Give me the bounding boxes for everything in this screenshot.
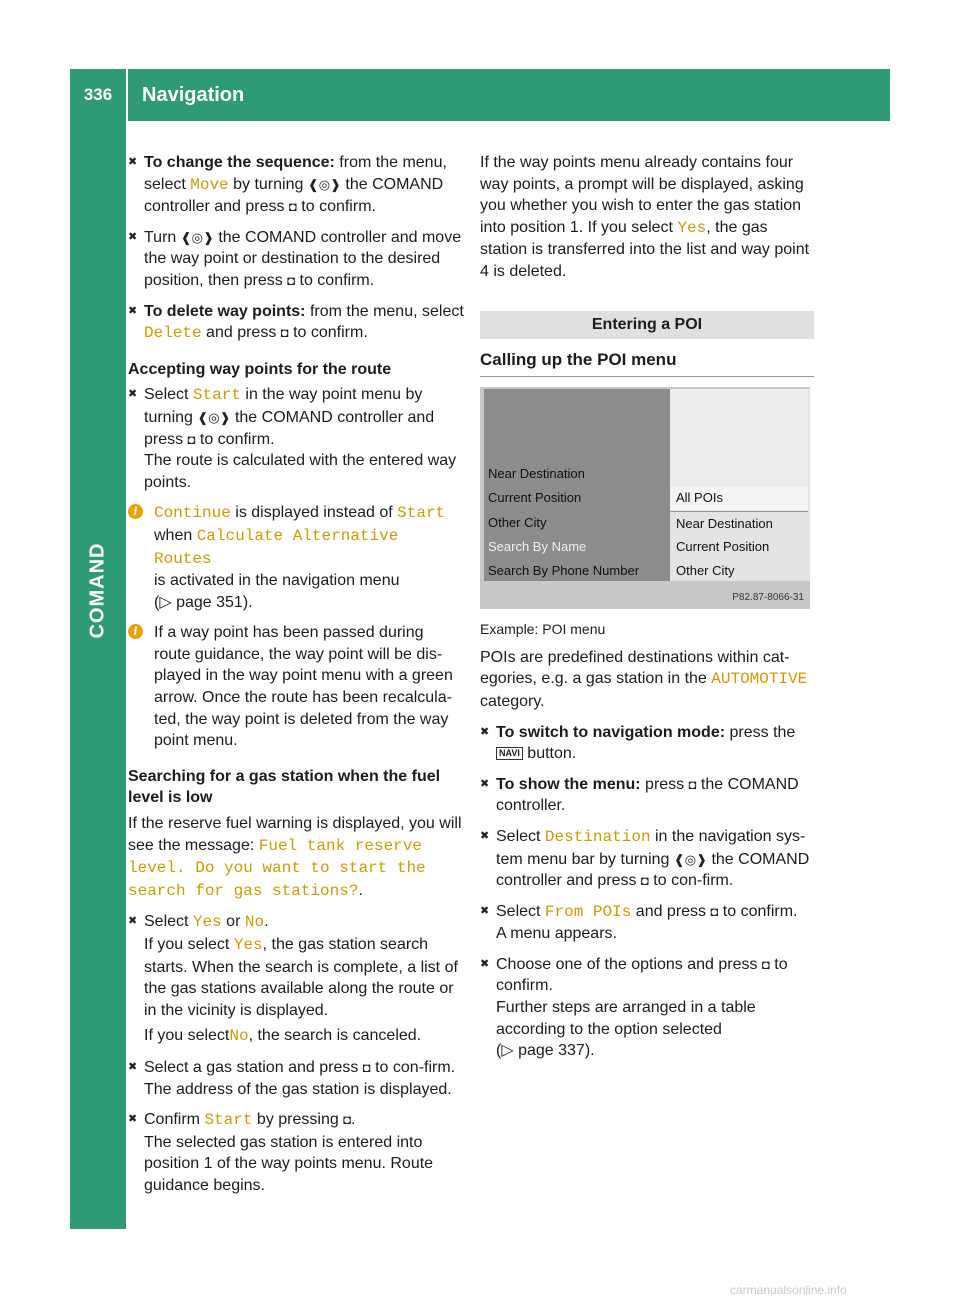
ui-label-yes: Yes [233, 936, 263, 954]
step-show-menu [480, 774, 814, 817]
ui-label-start: Start [397, 504, 446, 523]
step-select-destination [480, 826, 814, 892]
screen-item-near-destination: Near Destination [488, 466, 585, 482]
step-text: Confirm [144, 1111, 205, 1129]
ui-label-no: No [244, 913, 265, 932]
poi-menu-screenshot [480, 387, 810, 609]
screen-item-other-city-right: Other City [676, 563, 735, 579]
subheading: Calling up the POI menu [480, 349, 814, 378]
info-note-passed-way-point [128, 622, 464, 752]
controller-press-icon: ◘ [187, 431, 196, 447]
step-text: the COMAND controller and move the way point or destination to the desired position, then press [144, 228, 462, 289]
note-text: is displayed instead of [230, 504, 398, 522]
chapter-title: Navigation [142, 84, 245, 106]
step-result: The address of the gas station is displayed. [144, 1080, 452, 1098]
step-text: Select [144, 386, 193, 404]
step-text: Select [496, 902, 545, 920]
ui-label-start: Start [204, 1111, 253, 1130]
ui-label-delete: Delete [144, 324, 202, 343]
screen-item-near-destination-right: Near Destination [670, 511, 808, 535]
note-text: If a way point has been passed during route guidance, the way point will be dis-played in the way point menu with a green arrow. Once the route has been recalcula-ted, the way point is deleted from the way point menu. [154, 624, 453, 750]
step-text: to confirm. [296, 198, 376, 216]
info-icon: i [128, 624, 143, 639]
step-title: To change the sequence: [144, 154, 335, 171]
controller-press-icon: ◘ [362, 1059, 371, 1075]
paragraph-text: category. [480, 692, 545, 710]
controller-press-icon: ◘ [640, 873, 649, 889]
step-text: press [640, 775, 689, 793]
controller-press-icon: ◘ [761, 956, 770, 972]
screen-item-search-by-phone: Search By Phone Number [488, 563, 640, 579]
step-text: , the gas station search starts. When the search is complete, a list of the gas stations available along the route or in the vicinity is displayed. [144, 936, 458, 1019]
page-reference: (▷ page 351). [154, 593, 253, 611]
step-text: the COMAND controller and press [144, 175, 444, 216]
step-text: Turn [144, 228, 181, 246]
ui-label-yes: Yes [192, 913, 222, 932]
paragraph-four-way-points [480, 152, 814, 283]
page-number: 336 [83, 85, 113, 104]
section-heading: Entering a POI [480, 311, 814, 339]
step-title: To switch to navigation mode: [496, 723, 726, 741]
step-result: Further steps are arranged in a table according to the option selected [496, 999, 756, 1038]
navi-button-icon: NAVI [496, 747, 523, 760]
step-confirm-start [128, 1109, 464, 1196]
watermark: carmanualsonline.info [730, 1283, 847, 1297]
step-text: by pressing [252, 1111, 344, 1129]
controller-press-icon: ◘ [287, 272, 296, 288]
step-switch-navigation [480, 722, 814, 765]
step-text: to confirm. [288, 324, 368, 342]
step-text: the COMAND controller and press [144, 408, 435, 448]
ui-message-fuel-reserve: Fuel tank reserve level. Do you want to start the search for gas stations? [128, 836, 426, 900]
heading-accepting-way-points: Accepting way points for the route [128, 360, 392, 378]
screen-item-other-city: Other City [488, 515, 547, 531]
paragraph-text: If the way points menu already contains four way points, a prompt will be displayed, asking you whether you wish to enter the gas station into position 1. If you select [480, 154, 804, 236]
step-select-from-pois [480, 901, 814, 945]
step-text: in the navigation sys-tem menu bar by turning [496, 827, 806, 868]
screen-right-blank [670, 389, 808, 485]
step-text: button. [522, 745, 577, 763]
paragraph-fuel-warning [128, 813, 464, 902]
step-result: The selected gas station is entered into position 1 of the way points menu. Route guidance begins. [144, 1133, 434, 1194]
step-text: to con-firm. [370, 1058, 456, 1076]
step-text: Select [496, 827, 545, 845]
step-text: and press [201, 324, 281, 342]
step-title: To show the menu: [496, 775, 641, 793]
step-text: or [221, 913, 245, 931]
step-text: to confirm. [496, 955, 788, 995]
controller-press-icon: ◘ [343, 1112, 352, 1128]
step-text: the COMAND controller and press [496, 850, 810, 890]
step-select-yes-no [128, 911, 464, 1048]
header-divider [126, 69, 128, 121]
paragraph-text: If the reserve fuel warning is displayed, you will see the message: [128, 815, 462, 854]
column-left [128, 152, 464, 1206]
paragraph-text: . [358, 881, 363, 899]
ui-label-start: Start [192, 386, 241, 405]
ui-label-yes: Yes [677, 218, 707, 237]
step-turn-controller [128, 227, 464, 292]
step-text: . [264, 913, 269, 931]
step-text: Select a gas station and press [144, 1058, 363, 1076]
paragraph-pois [480, 647, 814, 713]
step-text: If you select [144, 936, 234, 953]
ui-label-calculate-alternative-routes: Calculate Alternative Routes [154, 526, 399, 568]
step-text: Choose one of the options and press [496, 955, 762, 973]
step-select-gas-station [128, 1057, 464, 1100]
step-text: by turning [228, 175, 308, 193]
step-text: in the way point menu by turning [144, 386, 423, 426]
screen-item-search-by-name: Search By Name [488, 539, 587, 555]
page-reference: (▷ page 337). [496, 1042, 595, 1060]
ui-label-destination: Destination [544, 827, 651, 846]
screen-item-current-position: Current Position [488, 490, 582, 506]
step-change-sequence [128, 152, 464, 218]
note-text: is activated in the navigation menu [154, 572, 400, 590]
screen-item-all-pois: All POIs [670, 486, 808, 510]
step-text: from the menu, select [144, 154, 447, 193]
screen-item-current-position-right: Current Position [676, 539, 770, 555]
step-text: If you select [144, 1027, 230, 1045]
step-choose-option [480, 954, 814, 1062]
ui-label-no: No [229, 1027, 249, 1046]
step-text: to confirm. [718, 902, 798, 920]
step-title: To delete way points: [144, 302, 306, 320]
image-caption: Example: POI menu [480, 621, 606, 638]
controller-turn-icon: ❰◎❱ [673, 851, 708, 867]
sidebar-tab [83, 520, 113, 660]
paragraph-text: , the gas station is transferred into the list and way point 4 is deleted. [480, 218, 810, 280]
step-text: from the menu, select [305, 302, 464, 320]
step-text: to confirm. [195, 430, 275, 448]
step-text: , the search is canceled. [248, 1027, 422, 1045]
controller-turn-icon: ❰◎❱ [180, 229, 214, 245]
step-text: to con-firm. [648, 872, 734, 890]
sidebar-tab-label: COMAND [86, 542, 109, 638]
controller-turn-icon: ❰◎❱ [307, 176, 341, 192]
controller-press-icon: ◘ [710, 903, 719, 919]
step-text: . [351, 1111, 356, 1129]
ui-label-continue: Continue [154, 504, 231, 523]
step-result: A menu appears. [496, 925, 617, 943]
step-text: to confirm. [295, 271, 375, 289]
step-text: press the [725, 723, 796, 741]
controller-press-icon: ◘ [688, 776, 697, 792]
step-text: Select [144, 913, 193, 931]
step-text: and press [631, 902, 711, 920]
ui-label-move: Move [190, 175, 229, 194]
info-icon: i [128, 504, 143, 519]
sidebar-marker [70, 760, 126, 816]
step-result: The route is calculated with the entered way points. [144, 452, 457, 491]
heading-gas-station-search: Searching for a gas station when the fuel level is low [128, 767, 441, 807]
paragraph-text: POIs are predefined destinations within cat-egories, e.g. a gas station in the [480, 648, 790, 688]
sidebar-strip [70, 121, 126, 1229]
controller-press-icon: ◘ [288, 199, 297, 215]
step-select-start [128, 384, 464, 493]
step-delete-way-points [128, 301, 464, 345]
info-note-continue [128, 502, 464, 613]
ui-label-from-pois: From POIs [544, 902, 632, 921]
ui-label-automotive: AUTOMOTIVE [711, 670, 808, 689]
note-text: when [154, 526, 197, 544]
controller-turn-icon: ❰◎❱ [197, 409, 231, 425]
column-right [480, 152, 814, 1071]
image-code: P82.87-8066-31 [732, 592, 804, 604]
step-text: the COMAND controller. [496, 775, 799, 815]
controller-press-icon: ◘ [280, 325, 289, 341]
